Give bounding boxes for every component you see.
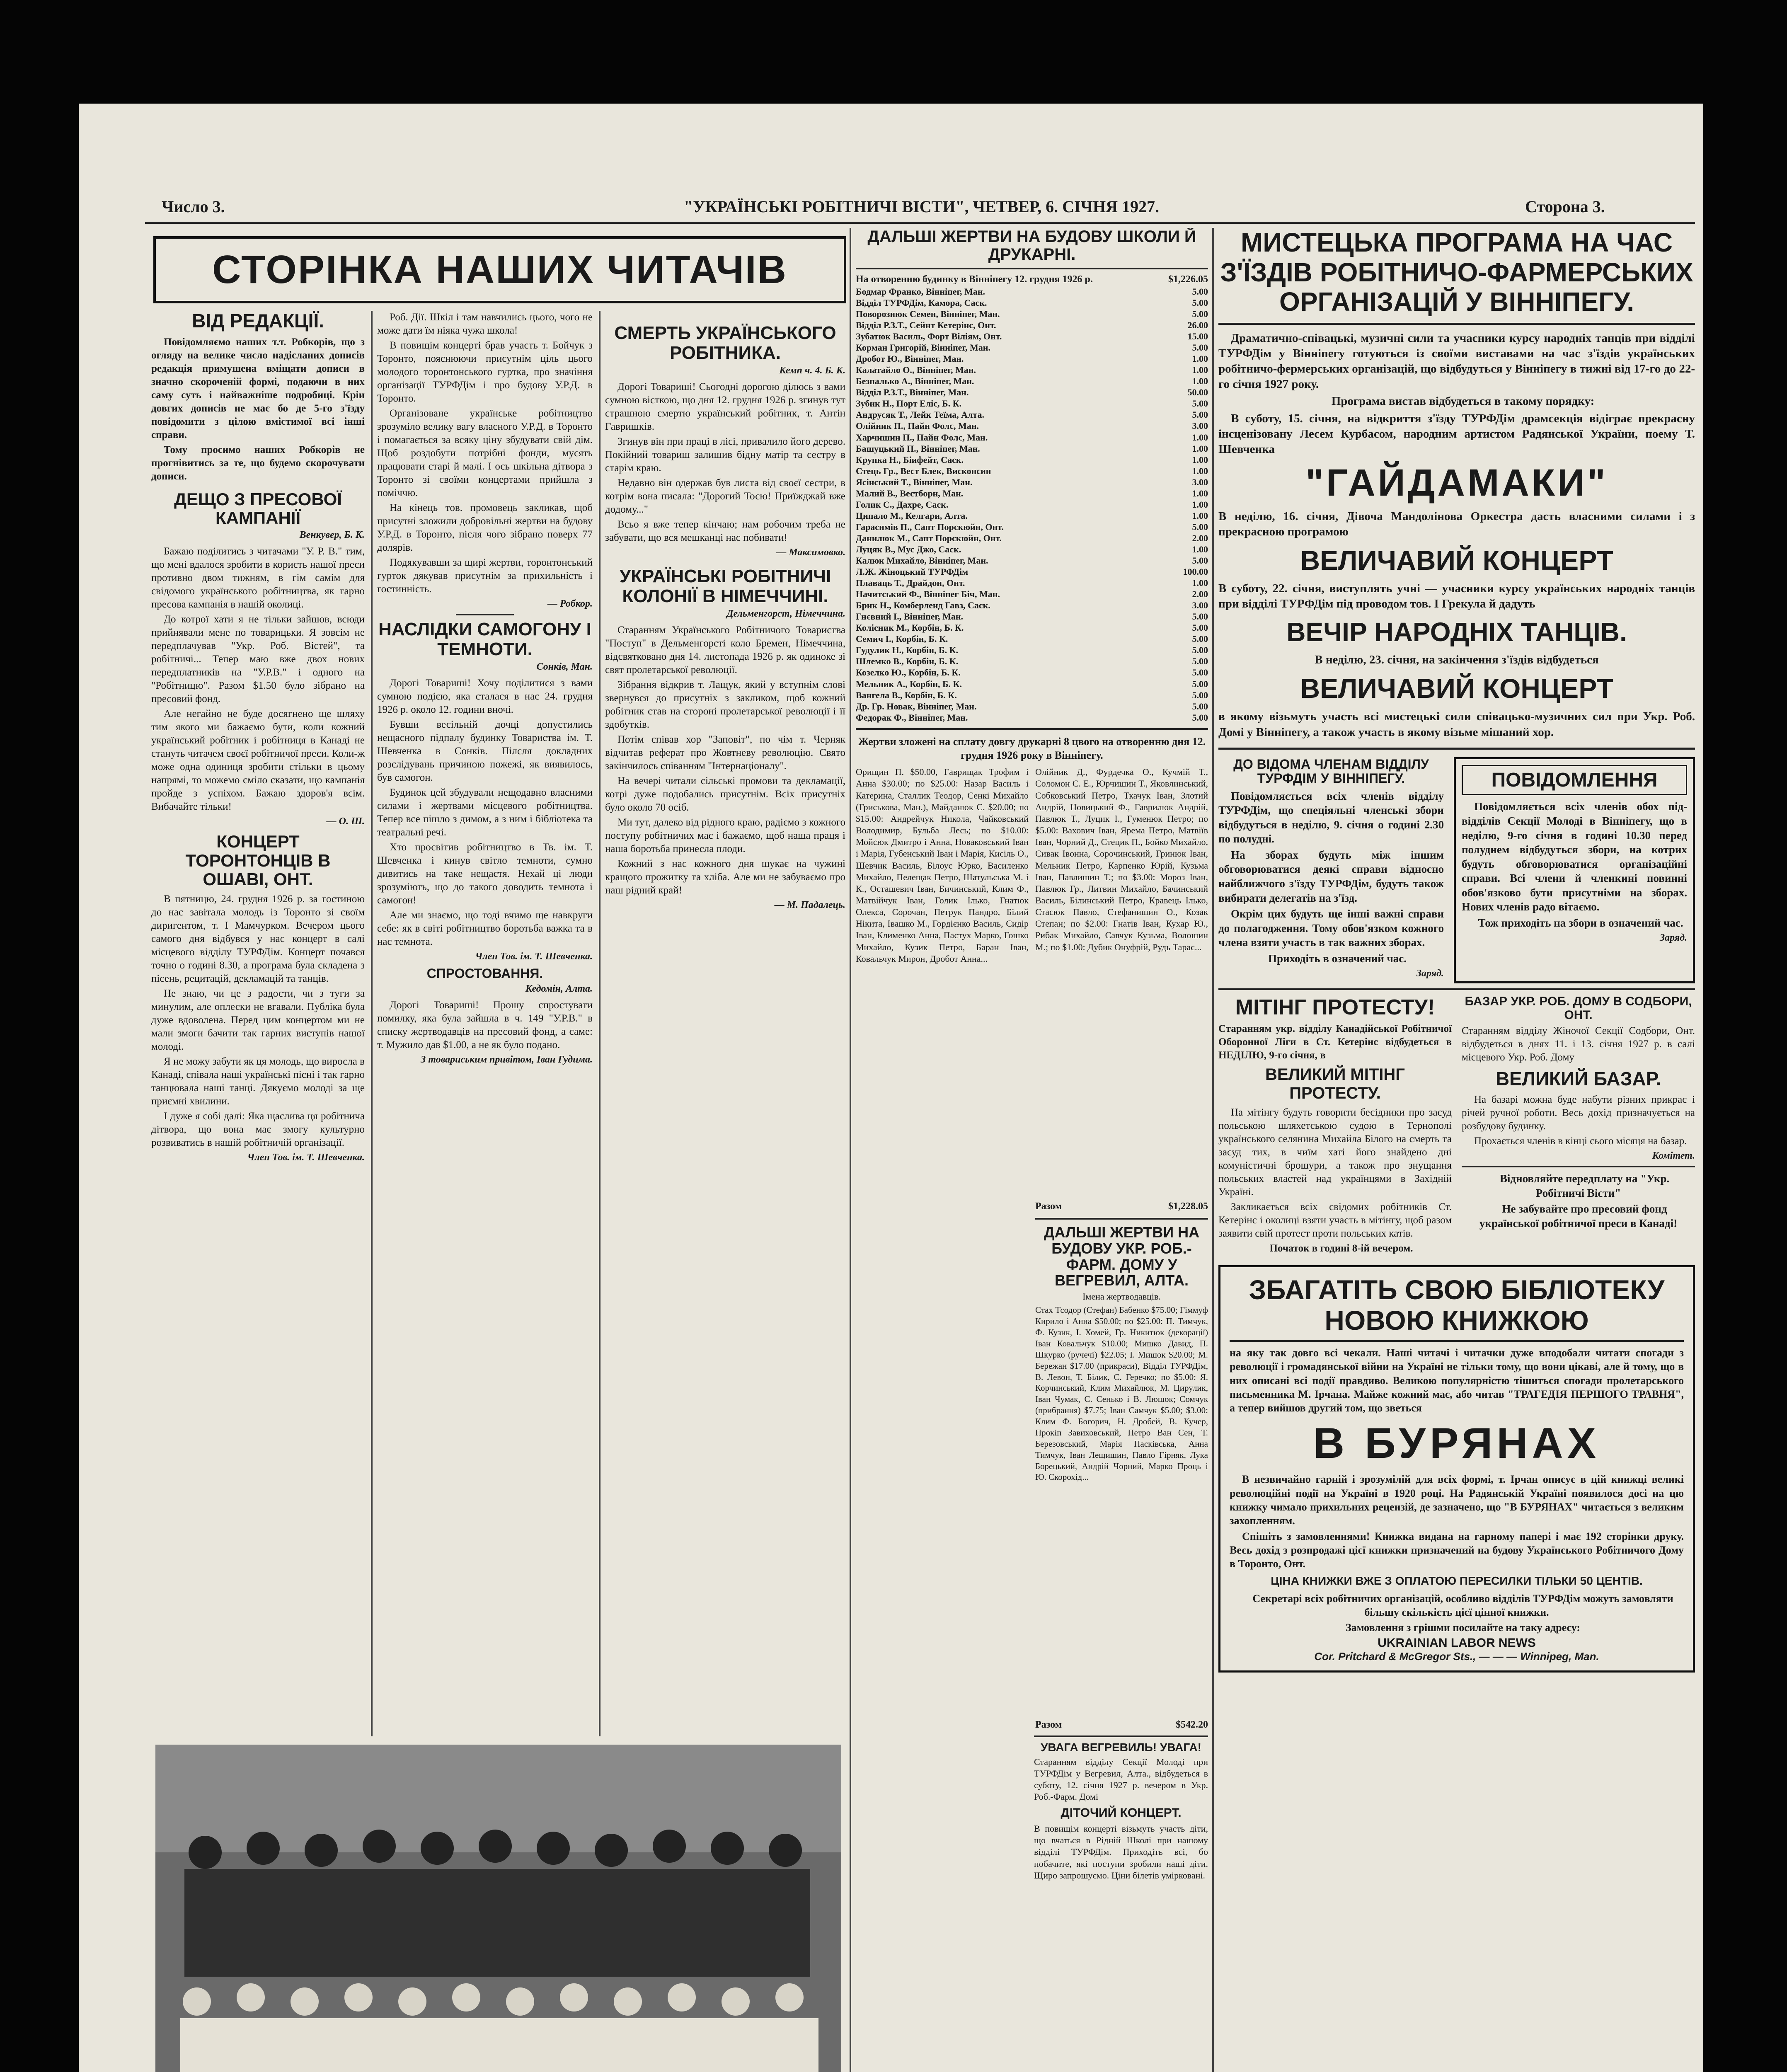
- donation-name: Гараснмів П., Сапт Порскюйн, Онт.: [856, 521, 1004, 532]
- article-location: Дельменгорст, Німеччина.: [726, 608, 845, 620]
- article-text: Бажаю поділитись з читачами "У. Р. В." тим, що мені вдалося зробити в користь нашої преси противно двом тижням, в гім самім для свідомого українського робітництва, як гарно пресова кампанія в нашій околиці. До котрої хати я не тільки зайшов, всюди прийнявали мене по товарицьки. Я зовсім не передплачував "Укр. Роб. Вістей", та робітничі... Тепер маю вже двох нових передплатників на "У.Р.В." і одного на "Робітницю". Разом $1.50 було зібрано на пресовий фонд. Але негайно не буде досягнено ще шляху тим якого ми бажаємо бути, коли кожний український робітник і робітниця в Канаді не стануть читачем своєї робітничої преси. Коли-ж може одна одиниця зробити стільки в цьому напрямі, то можемо сміло сказати, що кампанія пройде з успіхом. Бажаю здоров'я всім. Вибачайте тільки!: [151, 546, 365, 813]
- donation-name: Гудулик Н., Корбін, Б. К.: [856, 645, 959, 656]
- donation-name: Відділ ТУРФДім, Камора, Саск.: [856, 297, 987, 308]
- donation-amount: 1.00: [1192, 443, 1208, 454]
- donation-name: Калюк Михайло, Вінніпег, Ман.: [856, 555, 988, 566]
- donation-name: Башуцький П., Вінніпег, Ман.: [856, 443, 980, 454]
- ad-text: Секретарі всіх робітничих організацій, особливо відділів ТУРФДім можуть замовляти більшу скількість цієї цінної книжки. Замовлення з грішми посилайте на таку адресу:: [1252, 1592, 1673, 1634]
- donation-name: Голик С., Дахре, Саск.: [856, 499, 949, 510]
- donation-row: [856, 342, 1208, 353]
- members-notice: [1218, 757, 1444, 984]
- article-heading: СМЕРТЬ УКРАЇНСЬКОГО РОБІТНИКА.: [614, 323, 836, 363]
- section-rule: [1218, 748, 1695, 750]
- notice-sign: Заряд.: [1659, 932, 1687, 944]
- column-rule: [371, 311, 373, 1736]
- donation-row: [856, 678, 1208, 690]
- page-number-right: Сторона 3.: [1525, 197, 1605, 216]
- uvaga-title: УВАГА ВЕГРЕВИЛЬ! УВАГА!: [1040, 1740, 1202, 1754]
- column-1: [151, 311, 365, 1736]
- ad-text: В незвичайно гарній і зрозумілій для всіх формі, т. Ірчан описує в цій книжці великі революційні події на Україні в 1920 році. На Радянській Україні появилося досі на цю книжку чимало прихильних рецензій, де зазначено, що "В БУРЯНАХ" читається з великим захопленням. Спішіть з замовленнями! Книжка видана на гарному папері і має 192 сторінки друку. Весь дохід з розпродажі цієї книжки призначений на будову Українського Робітничого Дому в Торонто, Онт.: [1230, 1473, 1684, 1570]
- donation-amount: 5.00: [1192, 634, 1208, 644]
- donation-name: Стець Гр., Вест Блек, Висконсин: [856, 465, 991, 476]
- donation-name: Бодмар Франко, Вінніпег, Ман.: [856, 286, 985, 297]
- masthead: "УКРАЇНСЬКІ РОБІТНИЧІ ВІСТИ", ЧЕТВЕР, 6. СІЧНЯ 1927.: [684, 197, 1159, 216]
- donation-row: [856, 331, 1208, 342]
- page-number-left: Число 3.: [162, 197, 225, 216]
- donation-amount: 1.00: [1192, 578, 1208, 588]
- donation-name: Поворознюк Семен, Вінніпег, Ман.: [856, 308, 1000, 319]
- donation-name: Малий В., Вестборн, Ман.: [856, 488, 964, 499]
- donation-row: [856, 690, 1208, 701]
- article-heading: СПРОСТОВАННЯ.: [426, 966, 543, 981]
- donation-amount: 3.00: [1192, 421, 1208, 431]
- donation-amount: 1.00: [1192, 432, 1208, 443]
- gaidamaky-title: "ГАЙДАМАКИ": [1305, 461, 1608, 504]
- program-intro: Драматично-співацькі, музичні сили та учасники курсу народніх танців при відділі ТУРФДім у Вінніпегу готуються із своїми виставами на час з'їздів українських робітничо-фермерських організацій, що відбудуться у Вінніпегу в тижні від 17-го до 22-го січня 1927 року. Програма вистав відбудеться в такому порядку: В суботу, 15. січня, на відкриття з'їзду ТУРФДім драмсекція відіграє прекрасну інсценізовану Лесем Курбасом, народним артистом Радянської України, поему Т. Шевченка: [1218, 332, 1695, 456]
- members-title: ДО ВІДОМА ЧЛЕНАМ ВІДДІЛУ ТУРФДІМ У ВІННІПЕГУ.: [1233, 756, 1429, 786]
- members-text: Повідомляється всіх членів відділу ТУРФДім, що спеціяльні членські збори відбудуться в неділю, 9. січня о годині 2.30 по полудні. На зборах будуть між іншим обговорюватися деякі справи відносно найближчого з'їзду ТУРФДім, будуть також вибирати делегатів на з'їзд. Окрім цих будуть ще інші важні справи до полагодження. Тому обов'язком кожного члена взяти участь в так важних зборах. Приходіть в означений час.: [1218, 789, 1444, 965]
- donation-name: Олійник П., Пайн Фолс, Ман.: [856, 421, 979, 431]
- article-heading: ВІД РЕДАКЦІЇ.: [192, 311, 324, 332]
- donation-row: [856, 633, 1208, 644]
- donation-row: [856, 566, 1208, 577]
- donation-row: [856, 644, 1208, 656]
- article-text: Роб. Дії. Шкіл і там навчились цього, чого не може дати їм ніяка чужа школа! В повищім концерті брав участь т. Бойчук з Торонто, пояснюючи присутнім ціль цього молодого торонтонського гуртка, про значіння організації ТУРФДім і про будову У.Р.Д. в Торонто. Організоване українське робітництво зрозуміло велику вагу власного У.Р.Д. в Торонто і помагається за всяку ціну збудувати свій дім. Щоб роздобути потрібні фонди, мусять працювати старі й малі. І ось шкільна дітвора з Торонто зі своїми концертами прийшла з поміччю. На кінець тов. промовець закликав, щоб присутні зложили добровільні жертви на будову У.Р.Д. в Торонто, після чого зібрано поверх 77 долярів. Подякувавши за щирі жертви, торонтонський гурток дякував присутнім за прихильність і гостинність.: [377, 312, 593, 595]
- program-text: В неділю, 23. січня, на закінчення з'їздів відбудеться: [1315, 653, 1599, 667]
- article-signature: — Робкор.: [547, 598, 593, 609]
- donation-amount: 1.00: [1192, 376, 1208, 387]
- donation-name: Корман Григорій, Вінніпег, Ман.: [856, 342, 990, 353]
- newspaper-page: [79, 104, 1703, 2072]
- bazaar-text: Старанням відділу Жіночої Секції Содбори, Онт. відбудеться в днях 11. і 13. січня 1927 р. в салі місцевого Укр. Роб. Дому: [1462, 1025, 1695, 1063]
- donation-amount: 1.00: [1192, 499, 1208, 510]
- section-rule: [1218, 323, 1695, 325]
- notices-row: [1218, 757, 1695, 984]
- book-title: В БУРЯНАХ: [1313, 1419, 1600, 1468]
- donation-row: [856, 544, 1208, 555]
- protest-title-2: ВЕЛИКИЙ МІТІНГ ПРОТЕСТУ.: [1265, 1065, 1405, 1103]
- page-header: [79, 197, 1703, 222]
- donation-name: Колісник М., Корбін, Б. К.: [856, 622, 964, 633]
- donations2-title: ДАЛЬШІ ЖЕРТВИ НА БУДОВУ УКР. РОБ.-ФАРМ. ДОМУ У ВЕГРЕВИЛ, АЛТА.: [1044, 1223, 1200, 1289]
- donations-title: ДАЛЬШІ ЖЕРТВИ НА БУДОВУ ШКОЛИ Й ДРУКАРНІ.: [856, 228, 1208, 269]
- donation-amount: 3.00: [1192, 600, 1208, 611]
- donation-name: Брик Н., Комберленд Гавз, Саск.: [856, 600, 990, 611]
- donations-list-text: Орищин П. $50.00, Гаврищак Трофим і Анна $30.00; по $25.00: Назар Василь і Катерина, Сталлик Теодор, Сенкі Михайло (Гриськова, Ман.), Майданюк С. $20.00; по $15.00: Андрейчук Никола, Чайковський Володимир, Бульба Лесь; по $10.00: Мойсюк Дмитро і Анна, Новаковський Іван і Марія, Губенський Іван і Марія, Кисіль О., Шевчик Василь, Білоус Юрко, Василенко Михайло, Пелещак Петро, Шатульська М. і К., Осташевич Іван, Бичинський, Клим Ф., Матвійчук Іван, Голик Ілько, Гнатюк Олекса, Сорочан, Петрук Пандро, Білий Нікита, Івашко М., Гордієнко Василь, Сидір Іван, Клименко Анна, Пастух Марко, Гошко Михайло, Кузик Петро, Баран Іван, Ковальчук Мирон, Дробот Анна...: [856, 767, 1029, 964]
- donation-row: [856, 398, 1208, 409]
- donation-amount: 5.00: [1192, 645, 1208, 656]
- donation-name: Л.Ж. Жіноцький ТУРФДім: [856, 566, 969, 577]
- ad-price: ЦІНА КНИЖКИ ВЖЕ З ОПЛАТОЮ ПЕРЕСИЛКИ ТІЛЬКИ 50 ЦЕНТІВ.: [1271, 1574, 1643, 1588]
- donation-name: Федорак Ф., Вінніпег, Ман.: [856, 712, 968, 723]
- article-text: Дорогі Товариші! Прошу спростувати помилку, яка була зайшла в ч. 149 "У.Р.В." в списку жертводавців на пресовий фонд, а саме: т. Мужило дав $1.00, а не як було подано.: [377, 999, 593, 1051]
- section-rule: [1218, 988, 1695, 990]
- book-ad: [1218, 1265, 1695, 1673]
- donation-name: Луцяк В., Мус Джо, Саск.: [856, 544, 961, 554]
- donation-row: [856, 588, 1208, 600]
- article-signature: — М. Падалець.: [774, 900, 845, 911]
- notice-text: Повідомляється всіх членів обох під-відділів Секції Молоді в Вінніпегу, що в неділю, 9-го січня в годині 10.30 перед полуднем відбудуться збори, на котрих будуть обговорюватися організаційні справи. Всі члени й членкині повинні обов'язково бути присутніми на зборах. Нових членів радо вітаємо. Тож приходіть на збори в означений час.: [1462, 800, 1687, 929]
- article-location: Венкувер, Б. К.: [299, 530, 365, 541]
- donation-amount: 1.00: [1192, 544, 1208, 554]
- donation-amount: 5.00: [1192, 342, 1208, 353]
- article-location: Кемп ч. 4. Б. К.: [779, 365, 845, 376]
- donation-amount: 26.00: [1187, 320, 1208, 331]
- donation-row: [856, 443, 1208, 454]
- donation-amount: 1.00: [1192, 454, 1208, 465]
- photo-image: [155, 1745, 841, 2072]
- donation-name: Семич І., Корбін, Б. К.: [856, 634, 948, 644]
- donation-amount: 5.00: [1192, 678, 1208, 689]
- article-signature: Член Тов. ім. Т. Шевченка.: [475, 951, 593, 962]
- donation-name: Данилюк М., Сапт Порскюйн, Онт.: [856, 533, 1002, 543]
- donation-row: [856, 297, 1208, 308]
- donation-row: [856, 533, 1208, 544]
- program-title: МИСТЕЦЬКА ПРОГРАМА НА ЧАС З'ЇЗДІВ РОБІТНИЧО-ФАРМЕРСЬКИХ ОРГАНІЗАЦІЙ У ВІННІПЕГУ.: [1220, 228, 1693, 317]
- donation-row: [856, 488, 1208, 499]
- donation-amount: 5.00: [1192, 409, 1208, 420]
- notice-box: [1454, 757, 1695, 984]
- donation-row: [856, 409, 1208, 420]
- donation-row: [856, 308, 1208, 320]
- notices-row-2: [1218, 995, 1695, 1257]
- header-rule: [145, 222, 1695, 224]
- donation-amount: 5.00: [1192, 521, 1208, 532]
- donation-amount: 5.00: [1192, 611, 1208, 622]
- column-5: [1218, 228, 1695, 2072]
- donation-amount: 5.00: [1192, 286, 1208, 297]
- ad-text: на яку так довго всі чекали. Наші читачі і читачки дуже вподобали читати спогади з революції і громадянської війни на Україні не тільки тому, що вони цікаві, але й тому, що в них описані всі події правдиво. Великою популярністю тішиться спогади пролетарського письменника М. Ірчана. Майже кожний має, або читав "ТРАГЕДІЯ ПЕРШОГО ТРАВНЯ", а тепер вийшов другий том, що зветься: [1230, 1347, 1684, 1414]
- donation-amount: 15.00: [1187, 331, 1208, 342]
- donations-right-col: [1035, 766, 1208, 1731]
- protest-text: На мітінгу будуть говорити бесідники про засуд польською шляхетською судою в Тернополі українського селянина Михайла Білого на смерть та засуд тих, в чиїм хаті його знайдено дні комуністичні брошури, а також про знущання польських властей над українцями в Західній Україні. Закликається всіх свідомих робітників Ст. Кетерінс і околиці взяти участь в мітінгу, щоб разом заявити свій протест проти польських катів. Початок в годині 8-ій вечером.: [1218, 1107, 1452, 1254]
- donation-amount: 5.00: [1192, 690, 1208, 700]
- donation-name: Андрусяк Т., Лейк Теїма, Алта.: [856, 409, 984, 420]
- readers-page-title: СТОРІНКА НАШИХ ЧИТАЧІВ: [153, 236, 846, 303]
- donation-amount: 5.00: [1192, 555, 1208, 566]
- section-rule: [1230, 1340, 1684, 1342]
- donation-name: Ясінський Т., Вінніпег, Ман.: [856, 477, 973, 487]
- donations-intro: На отворенню будинку в Вінніпегу 12. грудня 1926 р. $1,226.05: [856, 274, 1208, 285]
- donation-row: [856, 454, 1208, 465]
- article-divider: [456, 614, 514, 615]
- section-rule: [1034, 1736, 1208, 1737]
- article-location: Кедомін, Алта.: [525, 983, 593, 994]
- column-rule: [850, 228, 851, 2072]
- donations2-total: Разом $542.20: [1035, 1719, 1208, 1731]
- ad-headline: ЗБАГАТІТЬ СВОЮ БІБЛІОТЕКУ НОВОЮ КНИЖКОЮ: [1249, 1274, 1665, 1336]
- donation-name: Безпалько А., Вінніпег, Ман.: [856, 376, 974, 387]
- donation-row: [856, 577, 1208, 588]
- column-4: [856, 228, 1208, 2072]
- concert-headline: ВЕЛИЧАВИЙ КОНЦЕРТ: [1300, 673, 1613, 704]
- article-heading: ДЕЩО З ПРЕСОВОЇ КАМПАНІЇ: [174, 489, 342, 528]
- donation-name: Дробот Ю., Вінніпег, Ман.: [856, 353, 964, 364]
- donation-amount: 5.00: [1192, 712, 1208, 723]
- donation-amount: 2.00: [1192, 533, 1208, 543]
- donation-amount: 3.00: [1192, 477, 1208, 487]
- donation-amount: 5.00: [1192, 308, 1208, 319]
- donation-row: [856, 667, 1208, 678]
- donation-row: [856, 353, 1208, 364]
- column-2: [377, 311, 593, 1736]
- donation-amount: 5.00: [1192, 667, 1208, 678]
- donation-amount: 5.00: [1192, 297, 1208, 308]
- donation-row: [856, 387, 1208, 398]
- donation-name: Ципало М., Келгари, Алта.: [856, 510, 968, 521]
- uvaga-text: Старанням відділу Секції Молоді при ТУРФДім у Вегревил, Алта., відбудеться в суботу, 12. січня 1927 р. вечером в Укр. Роб.-Фарм. Домі: [1034, 1757, 1208, 1802]
- donation-row: [856, 521, 1208, 533]
- donations-subheading: Жертви зложені на сплату довгу друкарні 8 цвого на отворенню дня 12. грудня 1926 року в Вінніпегу.: [858, 735, 1206, 761]
- donation-row: [856, 656, 1208, 667]
- donation-name: Відділ Р.З.Т., Вінніпег, Ман.: [856, 387, 969, 398]
- bazaar-big: ВЕЛИКИЙ БАЗАР.: [1495, 1068, 1661, 1090]
- donation-name: Козелко Ю., Корбін, Б. К.: [856, 667, 961, 678]
- article-text: Дорогі Товариші! Хочу поділитися з вами сумною подією, яка сталася в нас 24. грудня 1926 р. около 12. години вночі. Бувши весільній дочці допустились нещасного підпалу будинку Товариства ім. Т. Шевченка в Сонків. Пілсля докладних розслідувань причиною пожежі, як виявилось, був самогон. Будинок цей збудували нещодавно власними силами і жертвами місцевого робітництва. Тепер все пішло з димом, а з ним і бібліотека та театральні речі. Хто просвітив робітництво в Тв. ім. Т. Шевченка і кинув світло темноти, сумно дивитись на таке нещастя. Нехай ці люди зрозуміють, що до такого доводить темнота і самогон! Але ми знаємо, що тоді вчимо ще навкруги себе: як в світі робітництво боротьба важка та в нас темнота.: [377, 678, 593, 948]
- renew-text: Відновляйте передплату на "Укр. Робітничі Вісти" Не забувайте про пресовий фонд української робітничої преси в Канаді!: [1479, 1172, 1678, 1230]
- donations2-list: Стах Тсодор (Стефан) Бабенко $75.00; Гіммуф Кирило і Анна $50.00; по $25.00: П. Тимчук, Ф. Кузик, І. Хомей, Гр. Никитюк (декорації) Іван Ковальчук $10.00; Мишко Давид, П. Шкурко (ручечі) $22.05; І. Мишок $20.00; М. Бережан $17.00 (прикраси), Відділ ТУРФДім, В. Левон, Т. Білик, С. Геречко; по $5.00: Я. Корчинський, Клим Михайлюк, М. Цирулик, Іван Чумак, С. Сенько і В. Люшок; Сомчук (прибрання) $7.75; Іван Самчук $5.00; $3.00: Клим Ф. Богорич, Н. Дробей, В. Кучер, Прокіп Завиховський, Петро Ван Сен, Т. Березовський, Марія Пасківська, Анна Тимчук, Іван Лещишин, Павло Гірняк, Лука Борецький, Андрій Чорний, Марко Проць і Ю. Скорохід...: [1035, 1305, 1208, 1482]
- protest-notice: [1218, 995, 1452, 1257]
- article-signature: З товариським привітом, Іван Гудима.: [421, 1054, 593, 1065]
- donation-row: [856, 465, 1208, 477]
- donations-two-col: [856, 766, 1208, 1731]
- article-location: Сонків, Ман.: [536, 661, 593, 673]
- donation-amount: 1.00: [1192, 353, 1208, 364]
- donation-amount: 5.00: [1192, 701, 1208, 712]
- protest-text: Старанням укр. відділу Канадійської Робітничої Оборонної Ліги в Ст. Кетерінс відбудеться в НЕДІЛЮ, 9-го січня, в: [1218, 1023, 1452, 1061]
- donation-amount: 1.00: [1192, 488, 1208, 499]
- program-text: В неділю, 16. січня, Дівоча Мандолінова Оркестра дасть власними силами і з прекрасною програмою: [1218, 509, 1695, 538]
- dances-headline: ВЕЧІР НАРОДНІХ ТАНЦІВ.: [1286, 617, 1627, 647]
- donation-name: Мельник А., Корбін, Б. К.: [856, 678, 962, 689]
- donation-name: Начитський Ф., Вінніпег Біч, Ман.: [856, 589, 1000, 600]
- article-signature: — Максимовко.: [776, 547, 845, 558]
- donation-name: Крупка Н., Біифейт, Саск.: [856, 454, 964, 465]
- donation-row: [856, 432, 1208, 443]
- donation-amount: 5.00: [1192, 622, 1208, 633]
- article-heading: НАСЛІДКИ САМОГОНУ І ТЕМНОТИ.: [378, 619, 591, 659]
- article-heading: КОНЦЕРТ ТОРОНТОНЦІВ В ОШАВІ, ОНТ.: [185, 832, 331, 889]
- donation-row: [856, 364, 1208, 375]
- concert-headline: ВЕЛИЧАВИЙ КОНЦЕРТ: [1300, 545, 1613, 576]
- ad-address: UKRAINIAN LABOR NEWS: [1378, 1636, 1536, 1650]
- donation-amount: 2.00: [1192, 589, 1208, 600]
- column-rule: [599, 311, 601, 1736]
- program-text: В суботу, 22. січня, виступлять учні — учасники курсу українських народніх танців при відділі ТУРФДім під проводом тов. І Грекула й дадуть: [1218, 582, 1695, 611]
- article-heading: УКРАЇНСЬКІ РОБІТНИЧІ КОЛОНІЇ В НІМЕЧЧИНІ.: [619, 566, 831, 606]
- donations-list-text: Олійник Д., Фурдечка О., Кучмій Т., Соломон С. Е., Юрчишин Т., Яковлинський, Собковський Петро, Ткачук Іван, Злотий Андрій, Новицький Ф., Гаврилюк Андрій, Павлюк Т., Луцик І., Гуменюк Петро; по $5.00: Вахович Іван, Ярема Петро, Матвіїв Іван, Чорний Д., Стецик П., Бойко Михайло, Сивак Івонна, Сорочинський, Гринюк Іван, Мельник Петро, Карпенко Юрій, Кузьма Іван, Павлишин Т.; по $3.00: Мороз Іван, Павлюк Гр., Литвин Михайло, Бачинський Василь, Білинський Петро, Кравець Ілько, Стасюк Павло, Стефанишин О., Козак Степан; по $2.00: Гнатів Іван, Кухар Ю., Рибак Михайло, Савчук Кузьма, Волошин М.; по $1.00: Дубик Онуфрій, Рудь Тарас...: [1035, 767, 1208, 952]
- section-rule: [1462, 1166, 1695, 1167]
- article-text: Дорогі Товариші! Сьогодні дорогою ділюсь з вами сумною вісткою, що дня 12. грудня 1926 р. згинув тут страшною смертю український робітник, т. Антін Гавришків. Згинув він при праці в лісі, привалило його дерево. Покійний товариш залишив бідну матір та сестру в старім краю. Недавно він одержав був листа від своєї сестри, в котрім вона писала: "Дорогий Тосю! Приїжджай вже додому..." Всьо я вже тепер кінчаю; нам робочим треба не забувати, що вся мешканці нас побивати!: [605, 381, 845, 544]
- donation-name: Зубик Н., Порт Еліс, Б. К.: [856, 398, 962, 409]
- bazaar-title: БАЗАР УКР. РОБ. ДОМУ В СОДБОРИ, ОНТ.: [1465, 995, 1692, 1022]
- donation-row: [856, 420, 1208, 431]
- article-signature: — О. Ш.: [326, 816, 365, 827]
- article-text: Повідомляємо наших т.т. Робкорів, що з огляду на велике число надісланих дописів редакція примушена вміщати дописи в значно скороченій формі, подаючи в них саму суть і найважніше подробиці. Кріи довгих дописів не має бо де 5-го з'їзду повідомити з цілою вмістимої всі інші справи. Тому просимо наших Робкорів не прогнівитись за те, що будемо скорочувати дописи.: [151, 336, 365, 482]
- donations2-intro: Імена жертводавців.: [1082, 1291, 1161, 1302]
- donation-name: Шлемко В., Корбін, Б. К.: [856, 656, 959, 667]
- article-signature: Член Тов. ім. Т. Шевченка.: [247, 1152, 365, 1163]
- concert-title: ДІТОЧИЙ КОНЦЕРТ.: [1061, 1806, 1182, 1820]
- donation-row: [856, 701, 1208, 712]
- article-text: В пятницю, 24. грудня 1926 р. за гостиною до нас завітала молодь із Торонто зі своїм диригентом, т. І Мамчурком. Вечером цього самого дня відбувся у нас концерт в салі місцевого відділу ТУРФДім. Концерт почався точно о годині 8.30, а програма була складена з пісень, рецитацій, декламацій та танців. Не знаю, чи це з радости, чи з туги за минулим, але оплески не вгавали. Публіка була дуже вдоволена. Перед цим концертом ми не мали змоги бачити так гарних виступів нашої молоді. Я не можу забути як ця молодь, що виросла в Канаді, співала наші українські пісні і так гарно танцювала наші танці. Дякуємо молоді за ще приємні хвилини. І дуже я собі далі: Яка щаслива ця робітнича дітвора, що вона має змогу культурно розвиватись в нашій робітничій організації.: [151, 893, 365, 1149]
- donations-total: Разом $1,228.05: [1035, 1201, 1208, 1212]
- donation-name: Др. Гр. Новак, Вінніпег, Ман.: [856, 701, 977, 712]
- donation-name: Зубатюк Василь, Форт Віліям, Онт.: [856, 331, 1002, 342]
- uvaga-notice: [1034, 1731, 1208, 1881]
- donation-name: Гнєвний І., Вінніпег, Ман.: [856, 611, 963, 622]
- concert-text: В повищім концерті візьмуть участь діти, що вчаться в Рідній Школі при нашому відділі ТУРФДім. Приходіть всі, бо побачите, які поступи зробили наші діти. Щиро запрошуємо. Ціни білетів умірковані.: [1034, 1823, 1208, 1881]
- donations-list: [856, 286, 1208, 723]
- donation-row: [856, 712, 1208, 723]
- notice-title: ПОВІДОМЛЕННЯ: [1462, 765, 1687, 796]
- uvaga-wrap: [856, 1731, 1208, 1881]
- donation-row: [856, 555, 1208, 566]
- bazaar-text: На базарі можна буде набути різних прикрас і річей ручної роботи. Весь дохід призначується на розбудову будинку. Прохається членів в кінці сього місяця на базар.: [1462, 1094, 1695, 1147]
- donation-row: [856, 510, 1208, 521]
- donation-row: [856, 499, 1208, 510]
- donation-amount: 5.00: [1192, 398, 1208, 409]
- donation-name: Калатайло О., Вінніпег, Ман.: [856, 365, 976, 375]
- group-photo: [155, 1745, 841, 2072]
- column-rule: [1212, 228, 1214, 2072]
- donation-amount: 1.00: [1192, 510, 1208, 521]
- donation-amount: 1.00: [1192, 365, 1208, 375]
- donation-name: Відділ Р.З.Т., Сейнт Кетерінс, Онт.: [856, 320, 996, 331]
- program-text: в якому візьмуть участь всі мистецькі сили співацько-музичних сил при Укр. Роб. Домі у Вінніпегу, а також участь в якому візьме мішаний хор.: [1218, 710, 1695, 739]
- bazaar-notice: [1462, 995, 1695, 1257]
- donation-row: [856, 600, 1208, 611]
- donation-row: [856, 611, 1208, 622]
- donation-name: Плаваць Т., Драйдон, Онт.: [856, 578, 965, 588]
- donation-name: Харчишин П., Пайн Фолс, Ман.: [856, 432, 988, 443]
- donation-row: [856, 286, 1208, 297]
- protest-title: МІТІНГ ПРОТЕСТУ!: [1235, 995, 1435, 1020]
- donation-row: [856, 477, 1208, 488]
- bazaar-sign: Комітет.: [1652, 1150, 1695, 1162]
- donation-row: [856, 320, 1208, 331]
- section-rule: [1035, 1218, 1208, 1220]
- donation-amount: 1.00: [1192, 465, 1208, 476]
- donation-name: Вангела В., Корбін, Б. К.: [856, 690, 957, 700]
- donation-row: [856, 622, 1208, 633]
- donation-amount: 100.00: [1183, 566, 1208, 577]
- section-rule: [856, 728, 1208, 730]
- donation-amount: 50.00: [1187, 387, 1208, 398]
- article-text: Старанням Українського Робітничого Товариства "Поступ" в Дельменгорсті коло Бремен, Німеччина, відсвятковано дня 14. листопада 1926 р. як одиноке зі свят пролетарської революції. Зібрання відкрив т. Лащук, який у вступнім слові звернувся до присутніх з закликом, щоб кожний робітник став на стороні пролетарської революції і її здобутків. Потім співав хор "Заповіт", по чім т. Черняк відчитав реферат про Жовтневу революцію. Свято закінчилось співанням "Інтернаціоналу". На вечері читали сільські промови та декламації, котрі дуже подобались присутнім. Всіх присутніх було около 70 осіб. Ми тут, далеко від рідного краю, радіємо з кожного поступу робітничих мас і бажаємо, щоб наша праця і наша боротьба принесла плоди. Кожний з нас кожного дня шукає на чужині кращого прожитку та хліба. Але ми не забуваємо про наш рідний край!: [605, 625, 845, 896]
- ad-address: Cor. Pritchard & McGregor Sts., — — — Winnipeg, Man.: [1314, 1650, 1599, 1663]
- donation-amount: 5.00: [1192, 656, 1208, 667]
- donation-row: [856, 375, 1208, 387]
- column-3: [605, 323, 845, 1736]
- members-sign: Заряд.: [1416, 968, 1444, 979]
